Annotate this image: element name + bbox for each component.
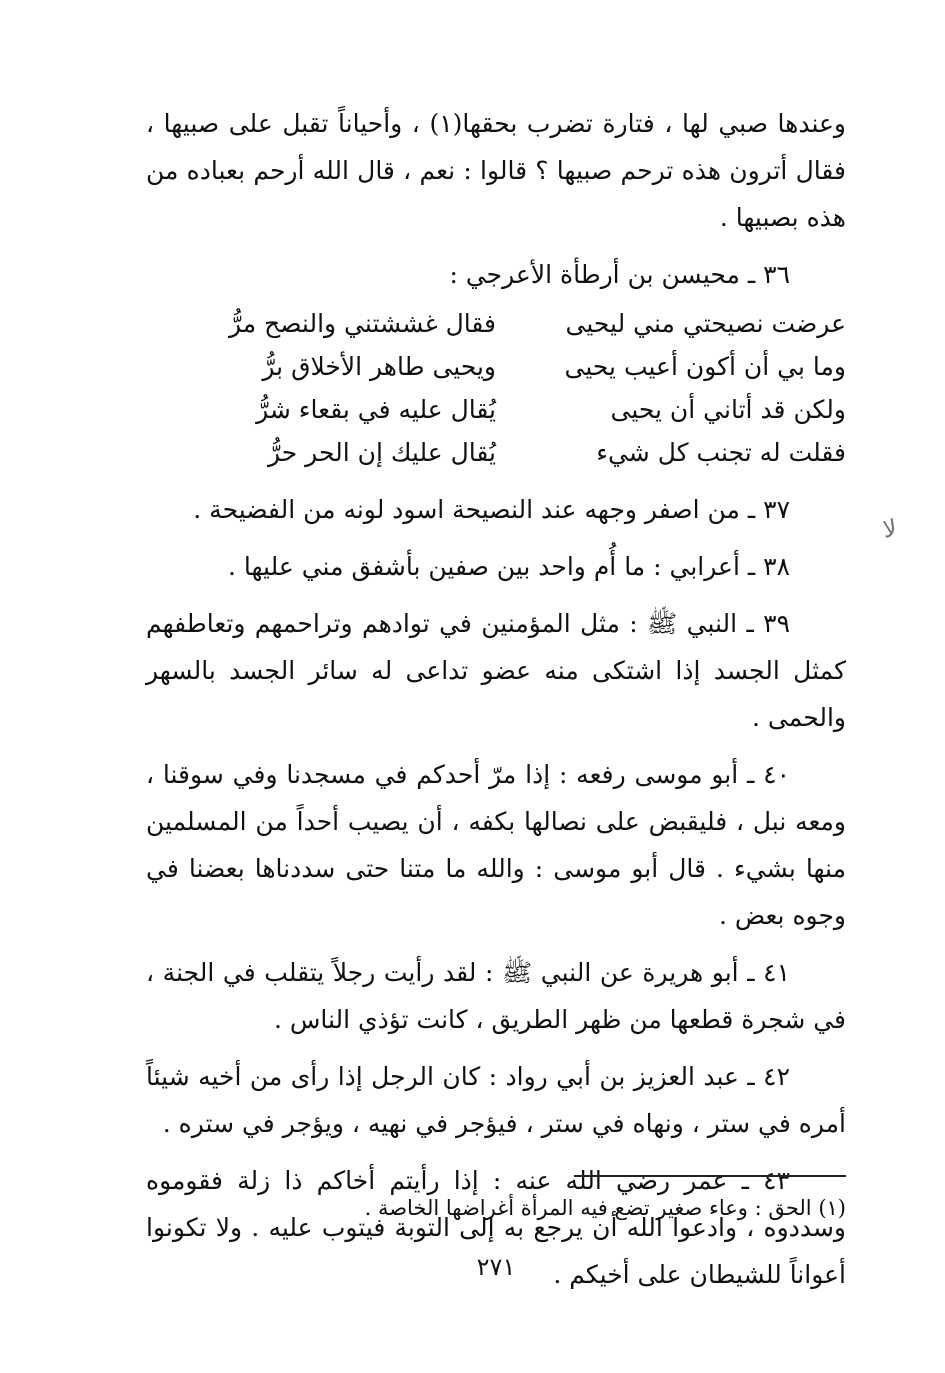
verse-second-hemistich: يُقال عليك إن الحر حرُّ [267, 438, 496, 467]
footnote-divider [574, 1175, 846, 1177]
verse-first-hemistich: عرضت نصيحتي مني ليحيى [565, 309, 846, 338]
paragraph-42: ٤٢ ـ عبد العزيز بن أبي رواد : كان الرجل إذا رأى من أخيه شيئاً أمره في ستر ، ونهاه في ستر ، فيؤجر في نهيه ، ويؤجر في ستره . [146, 1062, 846, 1138]
paragraph-38: ٣٨ ـ أعرابي : ما أُم واحد بين صفين بأشفق مني عليها . [228, 552, 790, 581]
paragraph-35-continuation: وعندها صبي لها ، فتارة تضرب بحقها(١) ، وأحياناً تقبل على صبيها ، فقال أترون هذه ترحم صبيها ؟ قالوا : نعم ، قال الله أرحم بعباده من هذه بصبيها . [146, 109, 846, 232]
poem-verse [146, 302, 846, 345]
paragraph-36-intro: ٣٦ ـ محيسن بن أرطأة الأعرجي : [449, 260, 790, 289]
paragraph-41: ٤١ ـ أبو هريرة عن النبي ﷺ : لقد رأيت رجلاً يتقلب في الجنة ، في شجرة قطعها من ظهر الطريق ، كانت تؤذي الناس . [146, 958, 846, 1034]
book-page [146, 100, 846, 1340]
margin-pencil-mark: ﻻ [881, 514, 899, 544]
verse-first-hemistich: ولكن قد أتاني أن يحيى [610, 395, 846, 424]
verse-second-hemistich: يُقال عليه في بقعاء شرُّ [256, 395, 496, 424]
poem-verse [146, 388, 846, 431]
paragraph-40: ٤٠ ـ أبو موسى رفعه : إذا مرّ أحدكم في مسجدنا وفي سوقنا ، ومعه نبل ، فليقبض على نصالها بكفه ، أن يصيب أحداً من المسلمين منها بشيء . قال أبو موسى : والله ما متنا حتى سددناها بعضنا في وجوه بعض . [146, 760, 846, 930]
verse-first-hemistich: وما بي أن أكون أعيب يحيى [564, 352, 846, 381]
verse-second-hemistich: فقال غششتني والنصح مرُّ [228, 309, 496, 338]
verse-first-hemistich: فقلت له تجنب كل شيء [596, 438, 846, 467]
page-number: ٢٧١ [476, 1253, 516, 1281]
poem-verse [146, 431, 846, 474]
paragraph-43: ٤٣ ـ عمر رضي الله عنه : إذا رأيتم أخاكم ذا زلة فقوموه وسددوه ، وادعوا الله أن يرجع به إلى التوبة فيتوب عليه . ولا تكونوا أعواناً للشيطان على أخيكم . [146, 1166, 846, 1289]
footnote: (١) الحق : وعاء صغير تضع فيه المرأة أغراضها الخاصة . [364, 1196, 846, 1220]
poem-verse [146, 345, 846, 388]
poem [146, 302, 846, 474]
paragraph-39: ٣٩ ـ النبي ﷺ : مثل المؤمنين في توادهم وتراحمهم وتعاطفهم كمثل الجسد إذا اشتكى منه عضو تداعى له سائر الجسد بالسهر والحمى . [146, 609, 846, 732]
verse-second-hemistich: ويحيى طاهر الأخلاق برُّ [262, 352, 496, 381]
paragraph-37: ٣٧ ـ من اصفر وجهه عند النصيحة اسود لونه من الفضيحة . [193, 495, 790, 524]
